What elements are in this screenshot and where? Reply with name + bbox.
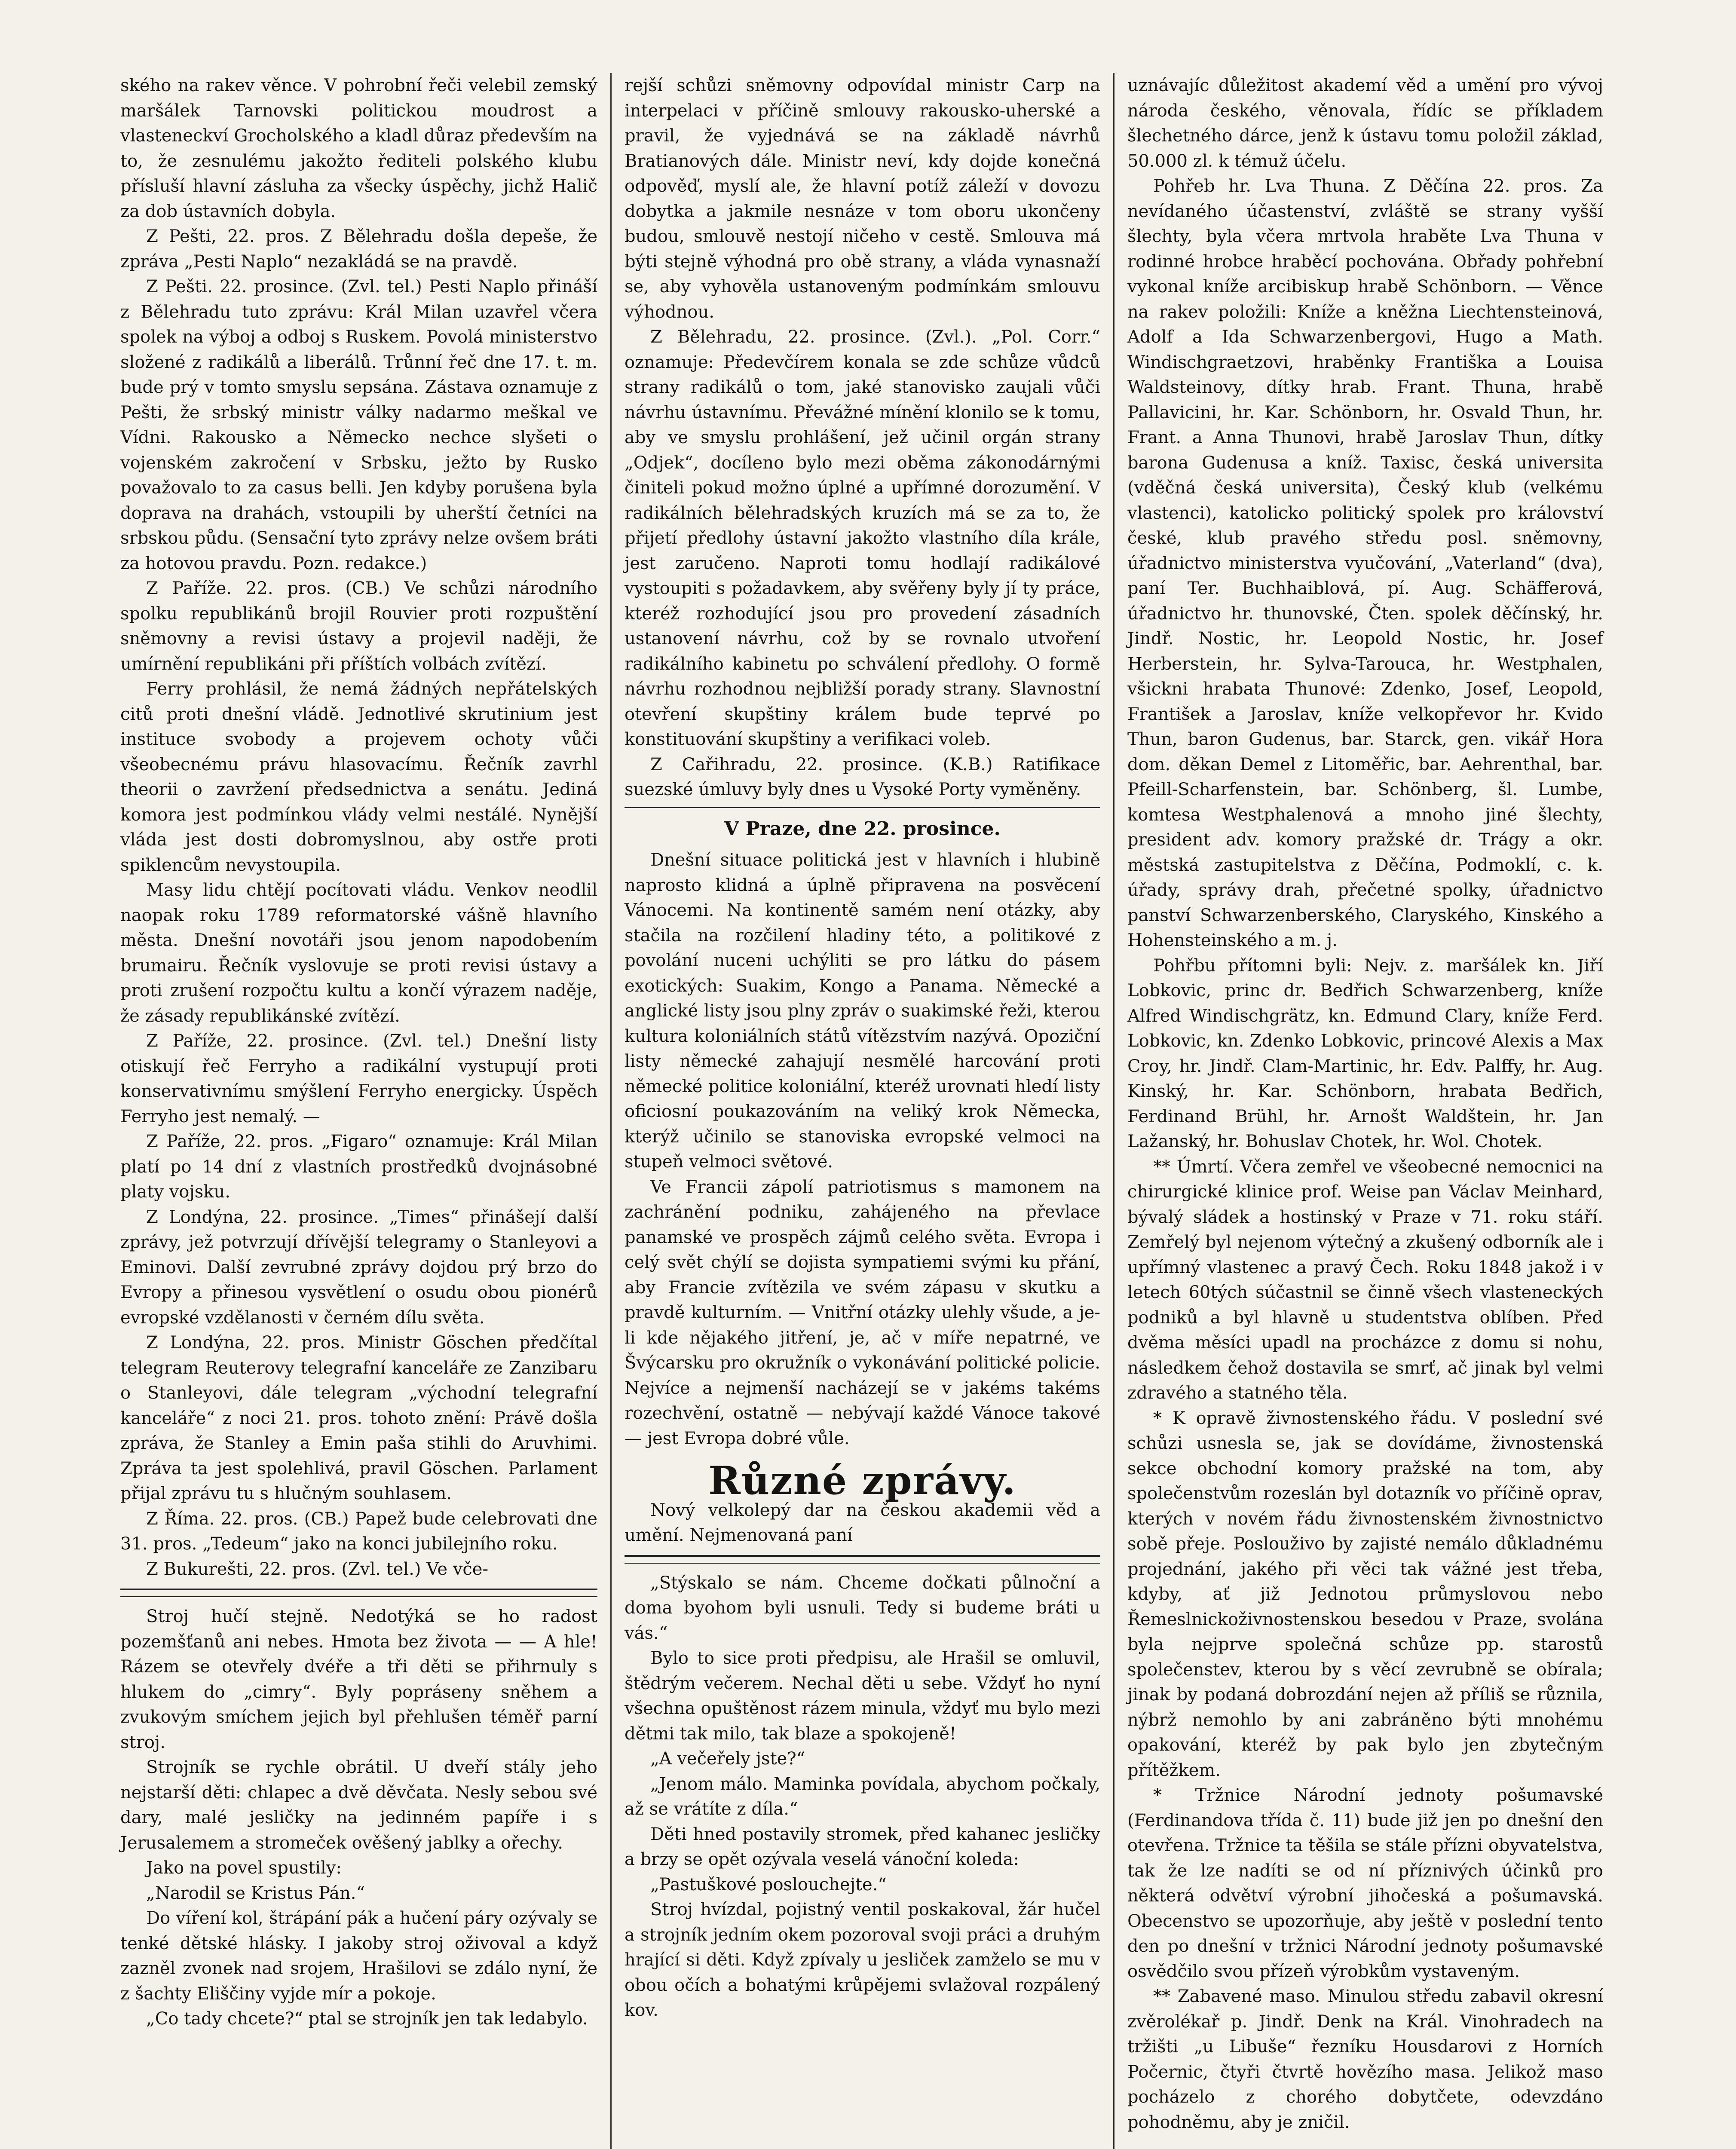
article-paragraph: Ferry prohlásil, že nemá žádných nepřátelských citů proti dnešní vládě. Jednotlivé skrutinium jest instituce svobody a projevem ochoty vůči všeobecnému právu hlasovacímu. Řečník zavrhl theorii o zavržení předsednictva a senátu. Jediná komora jest podmínkou vlády velmi nestálé. Nynější vláda jest dosti dobromyslnou, aby ostře proti spiklencům nevystoupila. [120,679,597,875]
article-paragraph: Z Paříže, 22. pros. „Figaro“ oznamuje: Král Milan platí po 14 dní z vlastních prostředků dvojnásobné platy vojsku. [120,1132,597,1202]
column-2 [610,73,1113,2149]
feuilleton-paragraph: Stroj hvízdal, pojistný ventil poskakoval, žár hučel a strojník jedním okem pozoroval svoji práci a druhým hrající si děti. Když zpívaly u jesliček zamželo se mu v obou očích a bohatými krůpějemi svlažoval rozpálený kov. [625,1900,1100,2020]
article-paragraph: Z Londýna, 22. pros. Ministr Göschen předčítal telegram Reuterovy telegrafní kanceláře ze Zanzibaru o Stanleyovi, dále telegram „východní telegrafní kanceláře“ z noci 21. pros. tohoto znění: Právě došla zpráva, že Stanley a Emin paša stihli do Aruvhimi. Zpráva ta jest spolehlivá, pravil Göschen. Parlament přijal zprávu tu s hlučným souhlasem. [120,1333,597,1503]
article-paragraph: Nový velkolepý dar na českou akademii věd a umění. Nejmenovaná paní [625,1500,1100,1545]
feuilleton-paragraph: „Co tady chcete?“ ptal se strojník jen tak ledabylo. [146,2009,588,2029]
article-paragraph: Z Paříže. 22. pros. (CB.) Ve schůzi národního spolku republikánů brojil Rouvier proti rozpuštění sněmovny a revisi ústavy a projevil naději, že umírnění republikáni při příštích volbách zvítězí. [120,579,597,674]
article-paragraph: Z Pešti, 22. pros. Z Bělehradu došla depeše, že zpráva „Pesti Naplo“ nezakládá se na pravdě. [120,227,597,272]
feuilleton-paragraph: „A večeřely jste?“ [650,1749,805,1769]
feuilleton-divider [120,1589,597,1597]
article-paragraph: rejší schůzi sněmovny odpovídal ministr Carp na interpelaci v příčině smlouvy rakousko-uherské a pravil, že vyjednává se na základě návrhů Bratianových dále. Ministr neví, kdy dojde konečná odpověď, myslí ale, že hlavní potíž záleží v dovozu dobytka a jakmile nesnáze v tom oboru ukončeny budou, smlouvě nestojí ničeho v cestě. Smlouva má býti stejně výhodná pro obě strany, a vláda vynasnaží se, aby vyhověla ustanoveným podmínkám smlouvu výhodnou. [625,76,1100,322]
article-paragraph: ského na rakev věnce. V pohrobní řeči velebil zemský maršálek Tarnovski politickou moudrost a vlasteneckví Grocholského a kladl důraz především na to, že zesnulému jakožto řediteli polského klubu přísluší hlavní zásluha za všecky úspěchy, jichž Halič za dob ústavních dobyla. [120,76,597,221]
feuilleton-paragraph: „Stýskalo se nám. Chceme dočkati půlnoční a doma byohom byli usnuli. Tedy si budeme bráti u vás.“ [625,1573,1100,1643]
article-paragraph: ** Úmrtí. Včera zemřel ve všeobecné nemocnici na chirurgické klinice prof. Weise pan Václav Meinhard, bývalý sládek a hostinský v Praze v 71. roku stáří. Zemřelý byl nejenom výtečný a zkušený odborník ale i upřímný vlastenec a pravý Čech. Roku 1848 jakož i v letech 60tých súčastnil se činně všech vlasteneckých podniků a byl hlavně u studentstva oblíben. Před dvěma měsíci upadl na procházce z domu si nohu, následkem čehož dostavila se smrť, ač jinak byl velmi zdravého a statného těla. [1127,1157,1603,1403]
dateline: V Praze, dne 22. prosince. [724,817,1001,840]
newspaper-page [107,73,1719,2149]
article-paragraph: Z Bukurešti, 22. pros. (Zvl. tel.) Ve vče- [146,1559,488,1579]
article-paragraph: Z Cařihradu, 22. prosince. (K.B.) Ratifikace suezské úmluvy byly dnes u Vysoké Porty vyměněny. [625,754,1100,799]
article-paragraph: uznávajíc důležitost akademí věd a umění pro vývoj národa českého, věnovala, řídíc se příkladem šlechetného dárce, jenž k ústavu tomu položil základ, 50.000 zl. k témuž účelu. [1127,76,1603,171]
article-paragraph: Pohřbu přítomni byli: Nejv. z. maršálek kn. Jiří Lobkovic, princ dr. Bedřich Schwarzenberg, kníže Alfred Windischgrätz, kn. Edmund Clary, kníže Ferd. Lobkovic, kn. Zdenko Lobkovic, princové Alexis a Max Croy, hr. Jindř. Clam-Martinic, hr. Edv. Palffy, hr. Aug. Kinský, hr. Kar. Schönborn, hrabata Bedřich, Ferdinand Brühl, hr. Arnošt Waldštein, hr. Jan Lažanský, hr. Bohuslav Chotek, hr. Wol. Chotek. [1127,955,1603,1151]
article-paragraph: Dnešní situace politická jest v hlavních i hlubině naprosto klidná a úplně připravena na posvěcení Vánocemi. Na kontinentě samém není otázky, aby stačila na rozčilení hladiny této, a politikové z povolání nuceni uchýliti se pro látku do pásem exotických: Suakim, Kongo a Panama. Německé a anglické listy jsou plny zpráv o suakimské řeži, kterou kultura koloniálních států vítězstvím nazývá. Opoziční listy německé zahajují nesmělé harcování proti německé politice koloniální, kteréž urovnati hledí listy oficiosní poukazováním na veliký krok Německa, kterýž učinilo se stanoviska evropské velmoci na stupeň velmoci světové. [625,850,1100,1172]
article-paragraph: Pohřeb hr. Lva Thuna. Z Děčína 22. pros. Za nevídaného účastenství, zvláště se strany vyšší šlechty, byla včera mrtvola hraběte Lva Thuna v rodinné hrobce hraběcí pochována. Obřady pohřební vykonal kníže arcibiskup hrabě Schönborn. — Věnce na rakev položili: Kníže a kněžna Liechtensteinová, Adolf a Ida Schwarzenbergovi, Hugo a Math. Windischgraetzovi, hraběnky Františka a Louisa Waldsteinovy, dítky hrab. Frant. Thuna, hrabě Pallavicini, hr. Kar. Schönborn, hr. Osvald Thun, hr. Frant. a Anna Thunovi, hrabě Jaroslav Thun, dítky barona Gudenusa a kníž. Taxisc, česká universita (vděčná česká universita), Český klub (velkému vlastenci), katolicko politický spolek pro království české, klub pravého středu posl. sněmovny, úřadnictvo ministerstva vyučování, „Vaterland“ (dva), paní Ter. Buchhaiblová, pí. Aug. Schäfferová, úřadnictvo hr. thunovské, Čten. spolek děčínský, hr. Jindř. Nostic, hr. Leopold Nostic, hr. Josef Herberstein, hr. Sylva-Tarouca, hr. Westphalen, všickni hrabata Thunové: Zdenko, Josef, Leopold, František a Jaroslav, kníže velkopřevor hr. Kvido Thun, baron Gudenus, bar. Starck, gen. vikář Hora dom. děkan Demel z Litoměřic, bar. Aehrenthal, bar. Pfeill-Scharfenstein, bar. Schönberg, šl. Lumbe, komtesa Westphalenová a mnoho jiné šlechty, president adv. komory pražské dr. Trágy a okr. městská zastupitelstva z Děčína, Podmoklí, c. k. úřady, správy drah, přečetné spolky, úřadnictvo panství Schwarzenberského, Claryského, Kinského a Hohensteinského a m. j. [1127,176,1603,950]
article-paragraph: Z Paříže, 22. prosince. (Zvl. tel.) Dnešní listy otiskují řeč Ferryho a radikální vystupují proti konservativnímu smýšlení Ferryho energicky. Úspěch Ferryho jest nemalý. — [120,1031,597,1127]
feuilleton-divider [625,1555,1100,1564]
article-paragraph: Ve Francii zápolí patriotismus s mamonem na zachránění podniku, zahájeného na převlace panamské ve prospěch zájmů celého světa. Evropa i celý svět chýlí se dojista sympatiemi svými ku přání, aby Francie zvítězila ve svém zápasu v skutku a pravdě kulturním. — Vnitřní otázky ulehly všude, a je-li kde nějakého jitření, je, ač v míře nepatrné, ve Švýcarsku pro okružník o vykonávání politické policie. Nejvíce a nejmenší nacházejí se v jakéms takéms rozechvění, ostatně — nebývají každé Vánoce takové — jest Evropa dobré vůle. [625,1177,1100,1448]
article-paragraph: Masy lidu chtějí pocítovati vládu. Venkov neodlil naopak roku 1789 reformatorské vášně hlavního města. Dnešní novotáři jsou jenom napodobením brumairu. Řečník vyslovuje se proti revisi ústavy a proti zrušení rozpočtu kultu a končí výrazem naděje, že zásady republikánské zvítězí. [120,880,597,1026]
feuilleton-paragraph: Do víření kol, štrápání pák a hučení páry ozývaly se tenké dětské hlásky. I jakoby stroj oživoval a když zazněl zvonek nad srojem, Hrašilovi se zdálo nyní, že z šachty Eliščiny vyjde mír a pokoje. [120,1908,597,2004]
feuilleton-paragraph: Děti hned postavily stromek, před kahanec jesličky a brzy se opět ozývala veselá vánoční koleda: [625,1824,1100,1869]
feuilleton-paragraph: Bylo to sice proti předpisu, ale Hrašil se omluvil, štědrým večerem. Nechal děti u sebe. Vždyť ho nyní všechna opuštěnost rázem minula, vždyť mu bylo mezi dětmi tak milo, tak blaze a spokojeně! [625,1648,1100,1744]
column-1 [107,73,610,2149]
feuilleton-paragraph: „Pastuškové poslouchejte.“ [650,1874,887,1895]
feuilleton-paragraph: Strojník se rychle obrátil. U dveří stály jeho nejstarší děti: chlapec a dvě děvčata. Nesly sebou své dary, malé jesličky na jedinném papíře i s Jerusalemem a stromeček ověšený jablky a ořechy. [120,1757,597,1853]
article-paragraph: Z Říma. 22. pros. (CB.) Papež bude celebrovati dne 31. pros. „Tedeum“ jako na konci jubilejního roku. [120,1509,597,1554]
column-3 [1113,73,1616,2149]
section-title: Různé zprávy. [708,1458,1016,1503]
article-paragraph: * Tržnice Národní jednoty pošumavské (Ferdinandova třída č. 11) bude již jen po dnešní den otevřena. Tržnice ta těšila se stále přízni obyvatelstva, tak že lze nadíti se od ní příznivých účinků pro některá odvětví výrobní jihočeská a pošumavská. Obecenstvo se upozorňuje, aby ještě v poslední tento den po dnešní v tržnici Národní jednoty pošumavské osvědčilo svou přízeň výrobkům vystaveným. [1127,1785,1603,1981]
feuilleton-paragraph: „Jenom málo. Maminka povídala, abychom počkaly, až se vrátíte z díla.“ [625,1774,1100,1819]
feuilleton-paragraph: Jako na povel spustily: [146,1858,342,1878]
article-paragraph: Z Londýna, 22. prosince. „Times“ přinášejí další zprávy, jež potvrzují dřívější telegramy o Stanleyovi a Eminovi. Další zevrubné zprávy dojdou prý brzo do Evropy a přinesou vysvětlení o osudu obou pionérů evropské vzdělanosti v černém dílu světa. [120,1207,597,1328]
feuilleton-paragraph: Stroj hučí stejně. Nedotýká se ho radost pozemšťanů ani nebes. Hmota bez života — — A hle! Rázem se otevřely dvéře a tři děti se přihrnuly s hlukem do „cimry“. Byly popráseny sněhem a zvukovým smíchem jejich byl přehlušen téměř parní stroj. [120,1607,597,1752]
feuilleton-paragraph: „Narodil se Kristus Pán.“ [146,1883,365,1903]
article-paragraph: ** Zabavené maso. Minulou středu zabavil okresní zvěrolékař p. Jindř. Denk na Král. Vinohradech na tržišti „u Libuše“ řezníku Housdarovi z Horních Počernic, čtyři čtvrtě hovězího masa. Jelikož maso pocházelo z chorého dobytčete, odevzdáno pohodněmu, aby je zničil. [1127,1987,1603,2132]
article-paragraph: Z Pešti. 22. prosince. (Zvl. tel.) Pesti Naplo přináší z Bělehradu tuto zprávu: Král Milan uzavřel včera spolek na výboj a odboj s Ruskem. Povolá ministerstvo složené z radikálů a liberálů. Trůnní řeč dne 17. t. m. bude prý v tomto smyslu sepsána. Zástava oznamuje z Pešti, že srbský ministr války nadarmo meškal ve Vídni. Rakousko a Německo nechce slyšeti o vojenském zakročení v Srbsku, ježto by Rusko považovalo to za casus belli. Jen kdyby porušena byla doprava na drahách, vstoupili by uherští četníci na srbskou půdu. (Sensační tyto zprávy nelze ovšem bráti za hotovou pravdu. Pozn. redakce.) [120,277,597,573]
section-divider [625,807,1100,811]
article-paragraph: * K opravě živnostenského řádu. V poslední své schůzi usnesla se, jak se dovídáme, živnostenská sekce obchodní komory pražské na tom, aby společenstvům rozeslán byl dotazník vo příčině oprav, kterých v novém řádu živnostenském živnostnictvo sobě přeje. Poslouživo by zajisté nemálo důkladnému projednání, jakého při věci tak vážné jest třeba, kdyby, ať již Jednotou průmyslovou nebo Řemeslnickoživnostenskou besedou v Praze, svolána byla nejprve společná schůze pp. starostů společenstev, kterou by s věcí zevrubně se obírala; jinak by podaná dobrozdání nejen až příliš se různila, nýbrž nemohlo by ani zabráněno býti mnohému opakování, kteréž by pak bylo jen zbytečným přítěžkem. [1127,1408,1603,1780]
article-paragraph: Z Bělehradu, 22. prosince. (Zvl.). „Pol. Corr.“ oznamuje: Předevčírem konala se zde schůze vůdců strany radikálů o tom, jaké stanovisko zaujali vůči návrhu ústavnímu. Převážné mínění klonilo se k tomu, aby ve smyslu prohlášení, jež učinil orgán strany „Odjek“, docíleno bylo mezi oběma zákonodárnými činiteli pokud možno úplné a upřímné dorozumění. V radikálních bělehradských kruzích má se za to, že přijetí předlohy ústavní jakožto vlastního díla krále, jest zaručeno. Naproti tomu hodlají radikálové vystoupiti s požadavkem, aby svěřeny byly jí ty práce, kteréž rozhodující jsou pro provedení zásadních ustanovení návrhu, což by se rovnalo utvoření radikálního kabinetu po schválení předlohy. O formě návrhu rozhodnou nejbližší porady strany. Slavnostní otevření skupštiny králem bude teprvé po konstituování skupštiny a verifikaci voleb. [625,327,1100,749]
